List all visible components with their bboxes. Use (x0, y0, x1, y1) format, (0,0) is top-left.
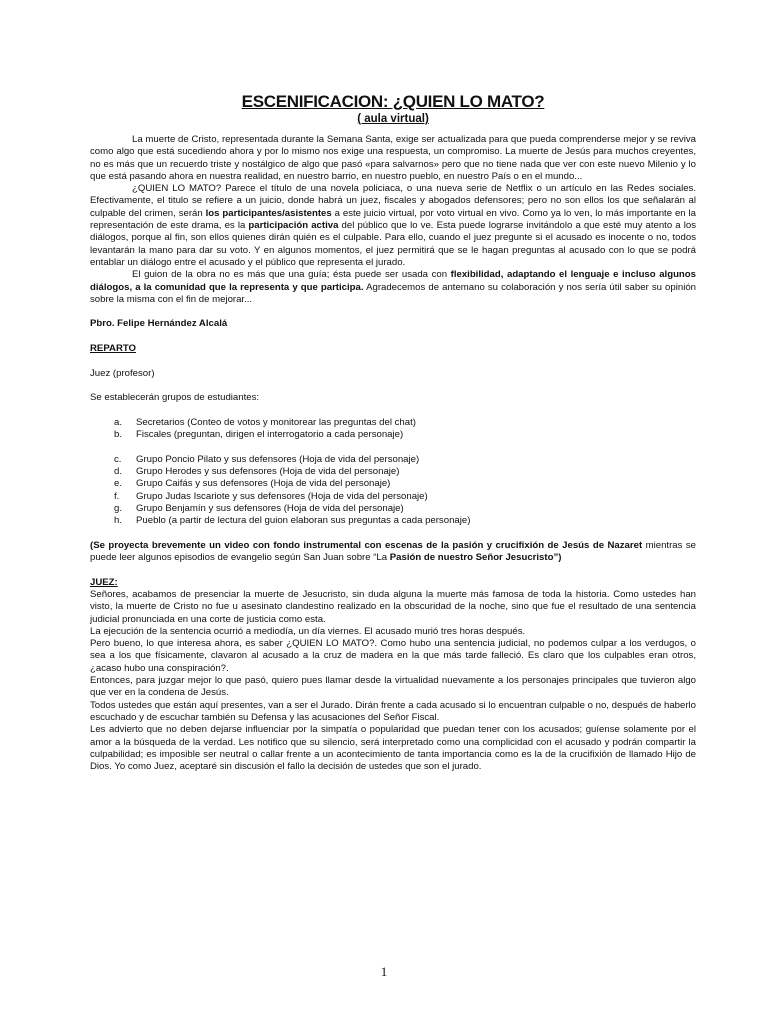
list-letter: b. (114, 429, 123, 441)
groups-intro: Se establecerán grupos de estudiantes: (90, 392, 260, 404)
intro-text: ¿QUIEN LO MATO? Parece el título de una novela policiaca, o una nueva serie de Netflix o un artículo en las Redes sociales. Efectivamente, el titulo se refiere a un juicio, donde habrá un juez, fiscales y abogados defensores; pero no son ellos los que señalarán al culpable del crimen, serán (90, 183, 696, 219)
list-item (90, 515, 696, 527)
list-letter: h. (114, 515, 123, 527)
juez-paragraph: Todos ustedes que están aquí presentes, van a ser el Jurado. Dirán frente a cada acusado si lo encuentran culpable o no, después de haberlo escuchado y de escuchar también su Defensa y las acusaciones del Señor Fiscal. (90, 699, 696, 723)
intro-text: del público que lo ve. Esta puede lograrse invitándolo a que esté muy atento a los diálogos, porque al fin, son ellos quienes dirán quién es el culpable. Para ello, cuando el juez pregunte si el acusado es inocente o no, todos levantarán la mano para dar su voto. Y en algunos momentos, el juez permitirá que se le hagan preguntas al acusado con lo que se podrá entablar un diálogo entre el acusado y el público que representa el jurado. (90, 220, 696, 268)
flexibility-emphasis: flexibilidad, adaptando el lenguaje e incluso algunos diálogos, a la comunidad que la representa y que participa. (90, 269, 696, 293)
list-text: Grupo Judas Iscariote y sus defensores (Hoja de vida del personaje) (136, 490, 428, 502)
list-letter: a. (114, 416, 123, 428)
list-letter: e. (114, 478, 123, 490)
intro-paragraph-2 (90, 183, 696, 269)
participants-emphasis: los participantes/asistentes (205, 207, 332, 219)
list-item (90, 491, 696, 503)
list-text: Grupo Poncio Pilato y sus defensores (Hoja de vida del personaje) (136, 453, 420, 465)
list-item (90, 429, 696, 441)
juez-heading: JUEZ: (90, 576, 118, 588)
list-item (90, 478, 696, 490)
judge-role: Juez (profesor) (90, 367, 155, 379)
list-text: Grupo Benjamín y sus defensores (Hoja de vida del personaje) (136, 502, 404, 514)
intro-text: a este juicio virtual, por voto virtual en vivo. Como ya lo ven, lo más importante en la representación de este drama, es la (90, 207, 696, 232)
stage-direction-emphasis: Pasión de nuestro Señor Jesucristo”) (389, 552, 562, 564)
reparto-heading: REPARTO (90, 343, 137, 355)
list-text: Secretarios (Conteo de votos y monitorear las preguntas del chat) (136, 416, 416, 428)
list-letter: c. (114, 453, 122, 465)
list-text: Grupo Herodes y sus defensores (Hoja de vida del personaje) (136, 466, 400, 478)
stage-direction-emphasis: (Se proyecta brevemente un video con fondo instrumental con escenas de la pasión y crucifixión de Jesús de Nazaret (90, 539, 643, 551)
list-text: Grupo Caifás y sus defensores (Hoja de vida del personaje) (136, 478, 391, 490)
staff-groups-list (90, 417, 696, 442)
list-letter: d. (114, 466, 123, 478)
intro-text: Agradecemos de antemano su colaboración y nos sería útil saber su opinión sobre la misma con el fin de mejorar... (90, 281, 697, 305)
juez-paragraph: Señores, acabamos de presenciar la muerte de Jesucristo, sin duda alguna la muerte más famosa de toda la historia. Como ustedes han visto, la muerte de Cristo no fue u asesinato clandestino realizado en la obscuridad de la noche, sino que fue el resultado de una sentencia judicial pronunciada en una corte de justicia como esta. (90, 588, 696, 625)
document-body (90, 92, 696, 773)
active-participation-emphasis: participación activa (248, 220, 339, 232)
list-item (90, 503, 696, 515)
list-letter: f. (114, 490, 120, 502)
author-signature: Pbro. Felipe Hernández Alcalá (90, 318, 228, 330)
juez-paragraph: Pero bueno, lo que interesa ahora, es saber ¿QUIEN LO MATO?. Como hubo una sentencia judicial, no podemos culpar a los verdugos, o sea a los que físicamente, clavaron al acusado a la cruz de madera en la que más tarde falleció. Es claro que los culpables eran otros, ¿acaso hubo una conspiración?. (90, 638, 696, 674)
juez-paragraph: Entonces, para juzgar mejor lo que pasó, quiero pues llamar desde la virtualidad nuevamente a los personajes principales que tuvieron algo que ver en la condena de Jesús. (90, 675, 696, 699)
stage-direction (90, 540, 696, 565)
stage-direction-text: mientras se puede leer algunos episodios de evangelio según San Juan sobre “La (90, 539, 696, 564)
list-text: Fiscales (preguntan, dirigen el interrogatorio a cada personaje) (136, 429, 404, 441)
list-item (90, 417, 696, 429)
list-text: Pueblo (a partir de lectura del guion elaboran sus preguntas a cada personaje) (136, 515, 471, 527)
list-letter: g. (114, 502, 123, 514)
intro-text: El guion de la obra no es más que una guía; ésta puede ser usada con (132, 269, 451, 281)
list-item (90, 466, 696, 478)
juez-paragraph: Les advierto que no deben dejarse influenciar por la simpatía o popularidad que puedan tener con los acusados; guíense solamente por el amor a la búsqueda de la verdad. Les notifico que su silencio, será interpretado como una complicidad con el acusado y podrán compartir la culpabilidad; es imposible ser neutral o callar frente a un acontecimiento de tanta importancia como es la de la crucifixión de llamado Hijo de Dios. Yo como Juez, aceptaré sin discusión el fallo la decisión de ustedes que son el jurado. (90, 724, 696, 773)
page-number: 1 (380, 964, 388, 979)
intro-paragraph-1: La muerte de Cristo, representada durante la Semana Santa, exige ser actualizada para que pueda comprenderse mejor y se reviva como algo que está sucediendo ahora y por lo mismo nos exige una respuesta, un compromiso. La muerte de Jesús para muchos creyentes, no es más que un recuerdo triste y nostálgico de algo que pasó «para salvarnos» pero que no tiene nada que ver con este nuevo Milenio y lo que está pasando ahora en nuestra realidad, en nuestro barrio, en nuestro pueblo, en nuestro País o en el mundo... (90, 134, 696, 182)
character-groups-list (90, 454, 696, 528)
intro-paragraph-3 (90, 269, 696, 306)
list-item (90, 454, 696, 466)
juez-paragraph: La ejecución de la sentencia ocurrió a mediodía, un día viernes. El acusado murió tres horas después. (90, 625, 526, 637)
document-subtitle: ( aula virtual) (357, 113, 429, 125)
document-title: ESCENIFICACION: ¿QUIEN LO MATO? (241, 92, 545, 111)
